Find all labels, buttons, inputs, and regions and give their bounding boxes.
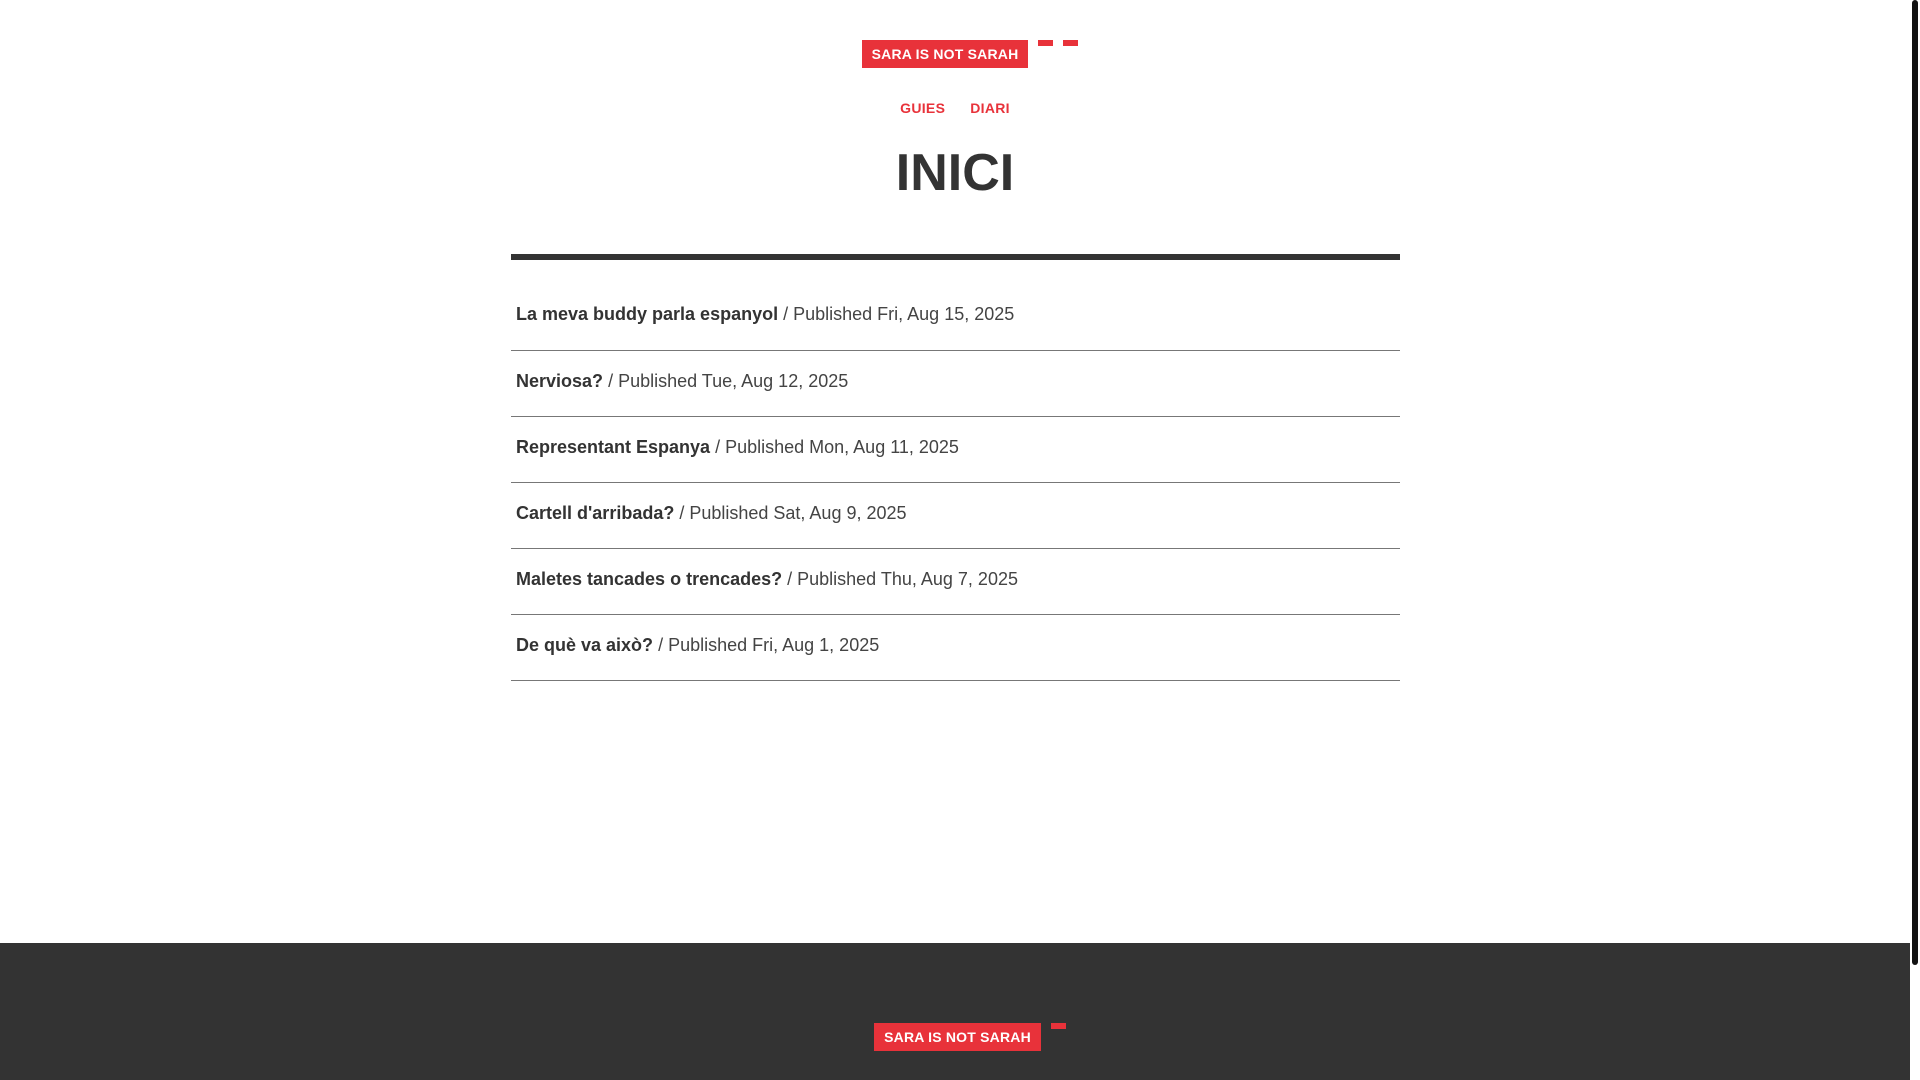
header-brand-wrap: [862, 40, 1079, 68]
post-title-link[interactable]: Nerviosa?: [516, 371, 604, 391]
language-flag-icon[interactable]: [1051, 1023, 1066, 1029]
list-item: [511, 616, 1400, 681]
nav-item-diari[interactable]: DIARI: [970, 100, 1010, 116]
scrollbar-thumb[interactable]: [1912, 0, 1918, 965]
footer-brand-wrap: [874, 1023, 1066, 1051]
vertical-scrollbar[interactable]: [1910, 0, 1920, 1080]
nav-item-guies[interactable]: GUIES: [900, 100, 946, 116]
post-title-link[interactable]: De què va això?: [516, 635, 654, 655]
language-flag-icon[interactable]: [1038, 40, 1053, 46]
site-brand-link[interactable]: SARA IS NOT SARAH: [862, 40, 1029, 68]
post-title-link[interactable]: Representant Espanya: [516, 437, 711, 457]
post-list: [511, 286, 1400, 682]
list-item: [511, 418, 1400, 483]
list-item: [511, 550, 1400, 615]
post-title-link[interactable]: Cartell d'arribada?: [516, 503, 675, 523]
list-item: [511, 484, 1400, 549]
list-item: [511, 286, 1400, 351]
list-item: [511, 352, 1400, 417]
header-brand-row: [0, 40, 1910, 68]
post-published-date: / Published Thu, Aug 7, 2025: [787, 569, 1018, 589]
post-published-date: / Published Sat, Aug 9, 2025: [679, 503, 907, 523]
footer-brand-row: [0, 1023, 1910, 1051]
post-published-date: / Published Tue, Aug 12, 2025: [608, 371, 849, 391]
title-divider: [511, 254, 1400, 260]
language-flag-icon[interactable]: [1063, 40, 1078, 46]
post-published-date: / Published Fri, Aug 15, 2025: [783, 304, 1015, 324]
post-published-date: / Published Mon, Aug 11, 2025: [715, 437, 959, 457]
site-footer: [0, 943, 1910, 1080]
main-nav: [0, 100, 1910, 116]
post-published-date: / Published Fri, Aug 1, 2025: [658, 635, 880, 655]
post-title-link[interactable]: La meva buddy parla espanyol: [516, 304, 779, 324]
post-title-link[interactable]: Maletes tancades o trencades?: [516, 569, 783, 589]
footer-brand-link[interactable]: SARA IS NOT SARAH: [874, 1023, 1041, 1051]
page-title: INICI: [895, 144, 1015, 202]
